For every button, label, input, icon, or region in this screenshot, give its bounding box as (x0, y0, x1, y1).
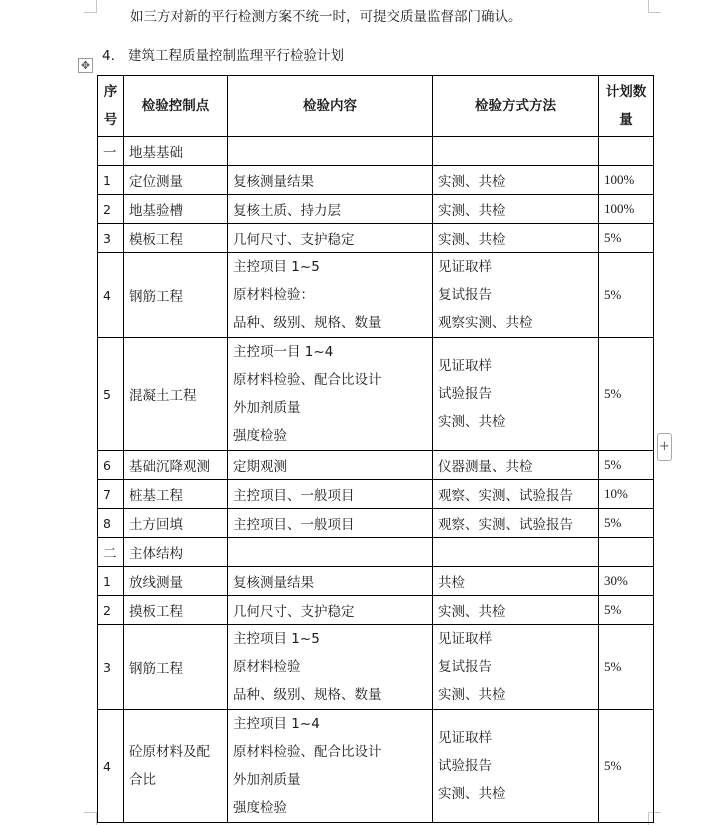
table-row (98, 253, 654, 338)
method-line: 试验报告 (438, 386, 492, 402)
row-method: 观察、实测、试验报告 (433, 509, 599, 538)
method-line: 试验报告 (438, 758, 492, 774)
intro-paragraph: 如三方对新的平行检测方案不统一时，可提交质量监督部门确认。 (130, 9, 522, 25)
method-line: 实测、共检 (438, 414, 506, 430)
row-quantity: 10% (599, 480, 654, 509)
content-line: 原材料检验 (233, 659, 301, 675)
table-row (98, 166, 654, 195)
row-content: 几何尺寸、支护稳定 (228, 224, 433, 253)
row-method: 实测、共检 (433, 224, 599, 253)
method-line: 观察实测、共检 (438, 315, 533, 331)
section-seq: 一 (98, 137, 124, 166)
row-seq: 4 (98, 253, 124, 338)
content-line: 品种、级别、规格、数量 (233, 687, 382, 703)
table-header-row (98, 76, 654, 137)
row-seq: 3 (98, 625, 124, 710)
table-row (98, 451, 654, 480)
content-line: 主控项目 1~5 (233, 631, 320, 647)
section-title: 主体结构 (124, 538, 228, 567)
method-line: 见证取样 (438, 730, 492, 746)
row-seq: 4 (98, 710, 124, 823)
method-line: 见证取样 (438, 259, 492, 275)
header-content: 检验内容 (228, 76, 433, 137)
table-row (98, 338, 654, 451)
row-seq: 1 (98, 166, 124, 195)
table-row (98, 567, 654, 596)
row-quantity: 100% (599, 195, 654, 224)
row-content: 复核测量结果 (228, 166, 433, 195)
header-seq: 序号 (98, 76, 124, 137)
row-control-point: 模板工程 (124, 224, 228, 253)
section-seq: 二 (98, 538, 124, 567)
row-control-point: 放线测量 (124, 567, 228, 596)
row-content (228, 338, 433, 451)
row-control-point: 摸板工程 (124, 596, 228, 625)
row-method: 实测、共检 (433, 195, 599, 224)
row-content (228, 253, 433, 338)
row-control-point: 土方回填 (124, 509, 228, 538)
row-content (228, 710, 433, 823)
row-quantity: 5% (599, 451, 654, 480)
content-line: 强度检验 (233, 428, 287, 444)
row-quantity: 100% (599, 166, 654, 195)
row-control-point: 桩基工程 (124, 480, 228, 509)
content-line: 外加剂质量 (233, 772, 301, 788)
section-row-main-structure (98, 538, 654, 567)
row-seq: 8 (98, 509, 124, 538)
row-seq: 6 (98, 451, 124, 480)
content-line: 强度检验 (233, 800, 287, 816)
row-content (228, 625, 433, 710)
table-row (98, 596, 654, 625)
section-title: 地基基础 (124, 137, 228, 166)
row-seq: 1 (98, 567, 124, 596)
row-method: 共检 (433, 567, 599, 596)
heading-number: 4. (102, 48, 115, 64)
row-method: 观察、实测、试验报告 (433, 480, 599, 509)
row-control-point: 钢筋工程 (124, 253, 228, 338)
row-content: 复核土质、持力层 (228, 195, 433, 224)
content-line: 主控项一目 1~4 (233, 344, 334, 360)
row-quantity: 5% (599, 253, 654, 338)
content-line: 主控项目 1~4 (233, 716, 320, 732)
page-corner-bottom-left (84, 812, 97, 825)
row-seq: 2 (98, 596, 124, 625)
row-quantity: 5% (599, 509, 654, 538)
header-control-point: 检验控制点 (124, 76, 228, 137)
page-corner-top-right (648, 0, 661, 13)
content-line: 原材料检验、配合比设计 (233, 372, 382, 388)
row-method (433, 625, 599, 710)
row-content: 复核测量结果 (228, 567, 433, 596)
header-quantity: 计划数量 (599, 76, 654, 137)
row-content: 主控项目、一般项目 (228, 480, 433, 509)
row-quantity: 5% (599, 338, 654, 451)
inspection-plan-table (97, 75, 654, 823)
table-row (98, 509, 654, 538)
row-seq: 7 (98, 480, 124, 509)
row-quantity: 5% (599, 710, 654, 823)
row-control-point: 基础沉降观测 (124, 451, 228, 480)
page-corner-top-left (84, 0, 97, 13)
content-line: 原材料检验、配合比设计 (233, 744, 382, 760)
content-line: 品种、级别、规格、数量 (233, 315, 382, 331)
row-control-point: 砼原材料及配合比 (124, 710, 228, 823)
row-quantity: 5% (599, 625, 654, 710)
row-content: 定期观测 (228, 451, 433, 480)
row-seq: 5 (98, 338, 124, 451)
row-content: 几何尺寸、支护稳定 (228, 596, 433, 625)
content-line: 主控项目 1~5 (233, 259, 320, 275)
content-line: 原材料检验： (233, 287, 314, 303)
add-column-button[interactable]: + (657, 433, 672, 461)
row-content: 主控项目、一般项目 (228, 509, 433, 538)
row-quantity: 5% (599, 224, 654, 253)
row-control-point: 地基验槽 (124, 195, 228, 224)
table-row (98, 710, 654, 823)
row-control-point: 钢筋工程 (124, 625, 228, 710)
row-control-point: 定位测量 (124, 166, 228, 195)
row-quantity: 30% (599, 567, 654, 596)
table-row (98, 625, 654, 710)
row-method: 实测、共检 (433, 166, 599, 195)
header-method: 检验方式方法 (433, 76, 599, 137)
method-line: 实测、共检 (438, 786, 506, 802)
section-row-foundation (98, 137, 654, 166)
table-row (98, 480, 654, 509)
row-method: 仪器测量、共检 (433, 451, 599, 480)
section-heading (102, 44, 344, 64)
row-control-point: 混凝土工程 (124, 338, 228, 451)
row-method (433, 253, 599, 338)
table-row (98, 195, 654, 224)
method-line: 见证取样 (438, 631, 492, 647)
row-method (433, 338, 599, 451)
row-method: 实测、共检 (433, 596, 599, 625)
row-quantity: 5% (599, 596, 654, 625)
method-line: 实测、共检 (438, 687, 506, 703)
row-method (433, 710, 599, 823)
method-line: 复试报告 (438, 659, 492, 675)
table-row (98, 224, 654, 253)
method-line: 复试报告 (438, 287, 492, 303)
table-move-handle-icon[interactable]: ✥ (78, 58, 93, 73)
content-line: 外加剂质量 (233, 400, 301, 416)
heading-title: 建筑工程质量控制监理平行检验计划 (128, 48, 344, 64)
row-seq: 2 (98, 195, 124, 224)
row-seq: 3 (98, 224, 124, 253)
method-line: 见证取样 (438, 358, 492, 374)
